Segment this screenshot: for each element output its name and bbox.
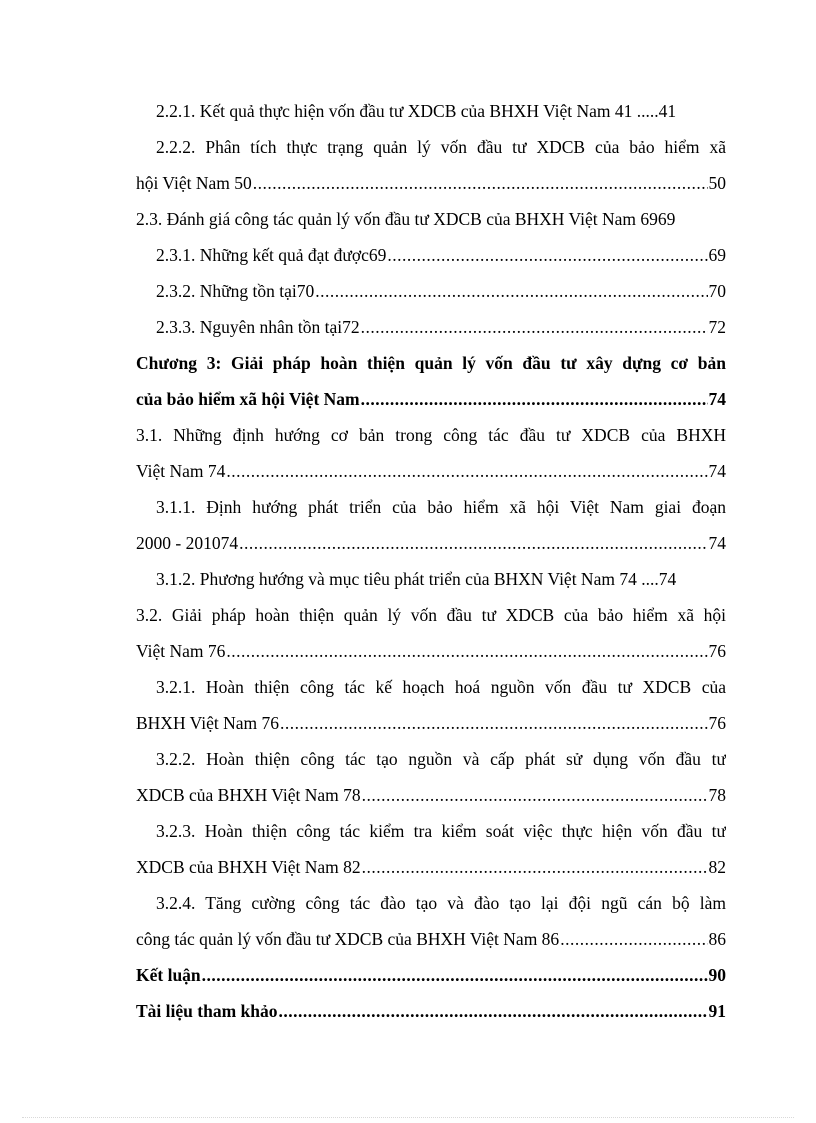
toc-entry-title: 3.2.1. Hoàn thiện công tác kế hoạch hoá nguồn vốn đầu tư XDCB của (156, 677, 726, 697)
toc-entry-3-1[interactable] (136, 417, 726, 489)
page-bottom-border (22, 1117, 794, 1118)
toc-dot-leader (280, 705, 708, 741)
toc-entry-3-2-2[interactable] (136, 741, 726, 813)
toc-dot-leader (560, 921, 707, 957)
toc-page-number: 69 (708, 245, 726, 265)
toc-entry-2-3[interactable] (136, 201, 726, 237)
toc-entry-3-1-2[interactable] (136, 561, 726, 597)
toc-page-number: 76 (708, 713, 726, 733)
toc-entry-2-3-2[interactable] (136, 273, 726, 309)
toc-entry-title-cont: BHXH Việt Nam 76 (136, 713, 279, 733)
toc-dot-leader (362, 849, 708, 885)
toc-entry-3-2-4[interactable] (136, 885, 726, 957)
toc-page-number: 41 (658, 101, 677, 121)
toc-dot-leader (202, 957, 708, 993)
toc-entry-2-2-1[interactable] (136, 93, 726, 129)
toc-dot-leader (239, 525, 707, 561)
toc-entry-title: 3.2.4. Tăng cường công tác đào tạo và đào tạo lại đội ngũ cán bộ làm (156, 893, 726, 913)
toc-page-number: 82 (708, 857, 726, 877)
toc-entry-title-cont: hội Việt Nam 50 (136, 173, 252, 193)
toc-dot-leader (315, 273, 707, 309)
toc-page-number: 70 (708, 281, 726, 301)
toc-dot-leader (226, 633, 707, 669)
toc-entry-title: 2.3.2. Những tồn tại70 (156, 281, 315, 301)
toc-page-number: 76 (708, 641, 726, 661)
toc-entry-title-cont: Việt Nam 74 (136, 461, 226, 481)
table-of-contents (136, 93, 726, 1029)
toc-entry-chapter-3[interactable] (136, 345, 726, 417)
toc-entry-title: 3.1.1. Định hướng phát triển của bảo hiểm xã hội Việt Nam giai đoạn (156, 497, 726, 517)
toc-page-number: 74 (708, 389, 726, 409)
toc-entry-2-3-3[interactable] (136, 309, 726, 345)
toc-entry-title-cont: 2000 - 201074 (136, 533, 239, 553)
toc-entry-2-3-1[interactable] (136, 237, 726, 273)
toc-entry-title-cont: Việt Nam 76 (136, 641, 226, 661)
toc-page-number: 78 (708, 785, 726, 805)
toc-dot-leader (361, 381, 708, 417)
toc-entry-title: 2.3. Đánh giá công tác quản lý vốn đầu tư XDCB của BHXH Việt Nam 6969 (136, 209, 676, 229)
toc-entry-3-2-1[interactable] (136, 669, 726, 741)
toc-entry-title: 3.1.2. Phương hướng và mục tiêu phát triển của BHXN Việt Nam 74 .... (156, 569, 659, 589)
toc-dot-leader (387, 237, 707, 273)
toc-dot-leader (226, 453, 707, 489)
toc-entry-ket-luan[interactable] (136, 957, 726, 993)
toc-entry-title-cont: công tác quản lý vốn đầu tư XDCB của BHXH Việt Nam 86 (136, 929, 560, 949)
toc-entry-title: 2.3.3. Nguyên nhân tồn tại72 (156, 317, 360, 337)
toc-page-number: 74 (708, 461, 726, 481)
toc-entry-title: 3.1. Những định hướng cơ bản trong công tác đầu tư XDCB của BHXH (136, 425, 726, 445)
toc-entry-title: Chương 3: Giải pháp hoàn thiện quản lý vốn đầu tư xây dựng cơ bản (136, 353, 726, 373)
toc-entry-title: 3.2. Giải pháp hoàn thiện quản lý vốn đầu tư XDCB của bảo hiểm xã hội (136, 605, 726, 625)
toc-entry-title: 3.2.3. Hoàn thiện công tác kiểm tra kiểm soát việc thực hiện vốn đầu tư (156, 821, 726, 841)
toc-entry-tai-lieu-tham-khao[interactable] (136, 993, 726, 1029)
toc-entry-3-2[interactable] (136, 597, 726, 669)
toc-dot-leader (253, 165, 708, 201)
toc-page-number: 50 (708, 173, 726, 193)
toc-entry-3-2-3[interactable] (136, 813, 726, 885)
toc-entry-title: 2.2.2. Phân tích thực trạng quản lý vốn đầu tư XDCB của bảo hiểm xã (156, 137, 726, 157)
toc-entry-title: 3.2.2. Hoàn thiện công tác tạo nguồn và cấp phát sử dụng vốn đầu tư (156, 749, 726, 769)
toc-dot-leader (279, 993, 708, 1029)
toc-entry-title-cont: của bảo hiểm xã hội Việt Nam (136, 389, 360, 409)
toc-entry-2-2-2[interactable] (136, 129, 726, 201)
toc-page-number: 90 (708, 965, 726, 985)
toc-entry-title: 2.2.1. Kết quả thực hiện vốn đầu tư XDCB của BHXH Việt Nam 41 ..... (156, 101, 659, 121)
toc-entry-title: Kết luận (136, 965, 201, 985)
toc-page-number: 72 (708, 317, 726, 337)
toc-dot-leader (362, 777, 708, 813)
toc-page-number: 74 (658, 569, 677, 589)
toc-entry-3-1-1[interactable] (136, 489, 726, 561)
toc-entry-title: Tài liệu tham khảo (136, 1001, 278, 1021)
toc-page-number: 74 (708, 533, 726, 553)
toc-entry-title-cont: XDCB của BHXH Việt Nam 82 (136, 857, 361, 877)
toc-dot-leader (361, 309, 708, 345)
toc-entry-title: 2.3.1. Những kết quả đạt được69 (156, 245, 387, 265)
toc-entry-title-cont: XDCB của BHXH Việt Nam 78 (136, 785, 361, 805)
toc-page-number: 91 (708, 1001, 726, 1021)
toc-page-number: 86 (708, 929, 726, 949)
